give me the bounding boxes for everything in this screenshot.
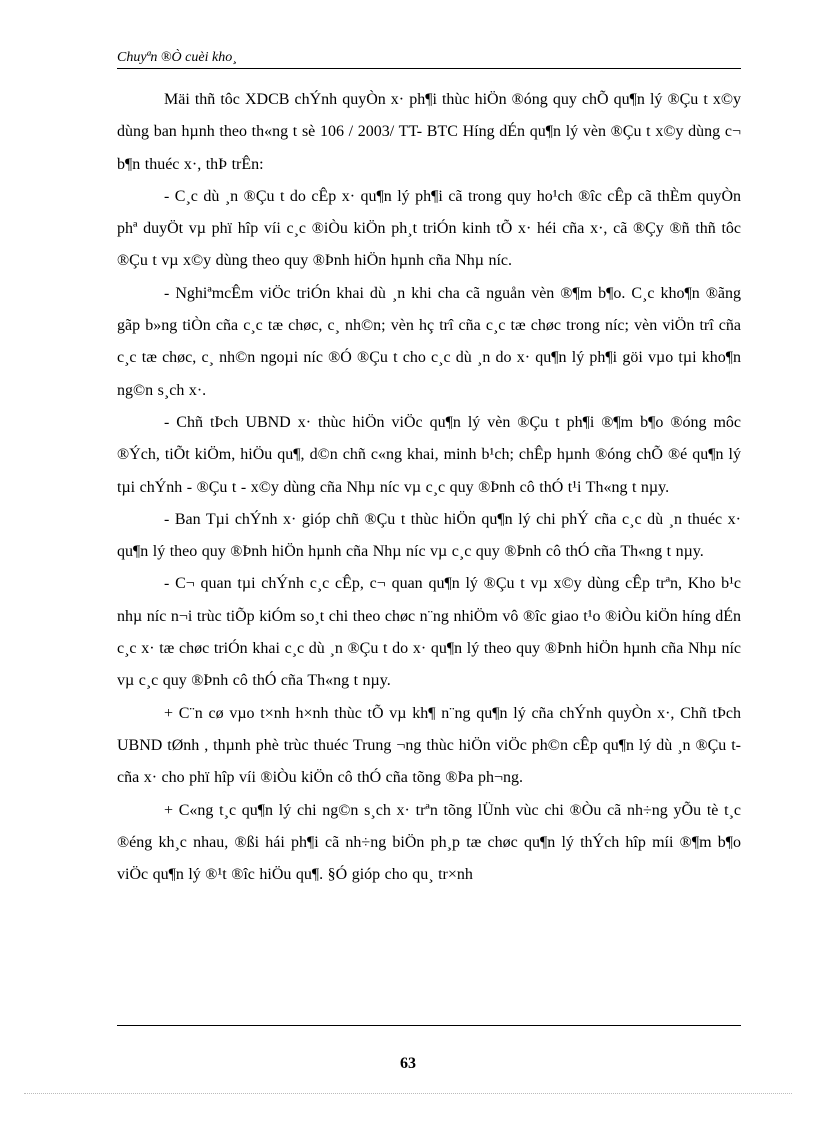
paragraph: - Ban Tµi chÝnh x· gióp chñ ®Çu t thùc hiÖn qu¶n lý chi phÝ cña c¸c dù ¸n thuéc x· qu¶n lý theo quy ®Þnh hiÖn hµnh cña Nhµ níc vµ c¸c quy ®Þnh cô thÓ cña Th«ng t nµy. bbox=[117, 510, 741, 561]
header-rule bbox=[117, 68, 741, 69]
running-header bbox=[117, 48, 741, 68]
paragraph: - Chñ tÞch UBND x· thùc hiÖn viÖc qu¶n lý vèn ®Çu t ph¶i ®¶m b¶o ®óng môc ®Ých, tiÕt kiÖm, hiÖu qu¶, d©n chñ c«ng khai, minh b¹ch; chÊp hµnh ®óng chÕ ®é qu¶n lý tµi chÝnh - ®Çu t - x©y dùng cña Nhµ níc vµ c¸c quy ®Þnh cô thÓ t¹i Th«ng t nµy. bbox=[117, 413, 741, 496]
body-text bbox=[117, 84, 741, 891]
paragraph: - NghiªmcÊm viÖc triÓn khai dù ¸n khi cha cã nguån vèn ®¶m b¶o. C¸c kho¶n ®ãng gãp b»ng tiÒn cña c¸c tæ chøc, c¸ nh©n; vèn hç trî cña c¸c tæ chøc trong níc; vèn viÖn trî cña c¸c tæ chøc, c¸ nh©n ngoµi níc ®Ó ®Çu t cho c¸c dù ¸n do x· qu¶n lý ph¶i göi vµo tµi kho¶n ng©n s¸ch x·. bbox=[117, 284, 741, 399]
paragraph: + C«ng t¸c qu¶n lý chi ng©n s¸ch x· trªn tõng lÜnh vùc chi ®Òu cã nh÷ng yÕu tè t¸c ®éng kh¸c nhau, ®ßi hái ph¶i cã nh÷ng biÖn ph¸p tæ chøc qu¶n lý thÝch hîp míi ®¶m b¶o viÖc qu¶n lý ®¹t ®îc hiÖu qu¶. §Ó gióp cho qu¸ tr×nh bbox=[117, 801, 741, 884]
page-number: 63 bbox=[400, 1055, 416, 1072]
header-title: Chuyªn ®Ò cuèi kho¸ bbox=[117, 50, 237, 65]
paragraph: - C¸c dù ¸n ®Çu t do cÊp x· qu¶n lý ph¶i cã trong quy ho¹ch ®îc cÊp cã thÈm quyÒn phª duyÖt vµ phï hîp víi c¸c ®iÒu kiÖn ph¸t triÓn kinh tÕ x· héi cña x·, cã ®Çy ®ñ thñ tôc ®Çu t vµ x©y dùng theo quy ®Þnh hiÖn hµnh cña Nhµ níc. bbox=[117, 187, 741, 270]
paragraph: Mäi thñ tôc XDCB chÝnh quyÒn x· ph¶i thùc hiÖn ®óng quy chÕ qu¶n lý ®Çu t x©y dùng ban hµnh theo th«ng t sè 106 / 2003/ TT- BTC Híng dÉn qu¶n lý vèn ®Çu t x©y dùng c¬ b¶n thuéc x·, thÞ trÊn: bbox=[117, 91, 741, 173]
footer-rule bbox=[117, 1025, 741, 1026]
page-edge-dotted-line bbox=[24, 1093, 792, 1094]
paragraph: + C¨n cø vµo t×nh h×nh thùc tÕ vµ kh¶ n¨ng qu¶n lý cña chÝnh quyÒn x·, Chñ tÞch UBND tØnh , thµnh phè trùc thuéc Trung ¬ng thùc hiÖn viÖc ph©n cÊp qu¶n lý dù ¸n ®Çu t cña x· cho phï hîp víi ®iÒu kiÖn cô thÓ cña tõng ®Þa ph¬ng. bbox=[117, 704, 741, 787]
paragraph: - C¬ quan tµi chÝnh c¸c cÊp, c¬ quan qu¶n lý ®Çu t vµ x©y dùng cÊp trªn, Kho b¹c nhµ níc n¬i trùc tiÕp kiÓm so¸t chi theo chøc n¨ng nhiÖm vô ®îc giao t¹o ®iÒu kiÖn híng dÉn c¸c x· tæ chøc triÓn khai c¸c dù ¸n ®Çu t do x· qu¶n lý theo quy ®Þnh hiÖn hµnh cña Nhµ níc vµ c¸c quy ®Þnh cô thÓ cña Th«ng t nµy. bbox=[117, 575, 741, 690]
